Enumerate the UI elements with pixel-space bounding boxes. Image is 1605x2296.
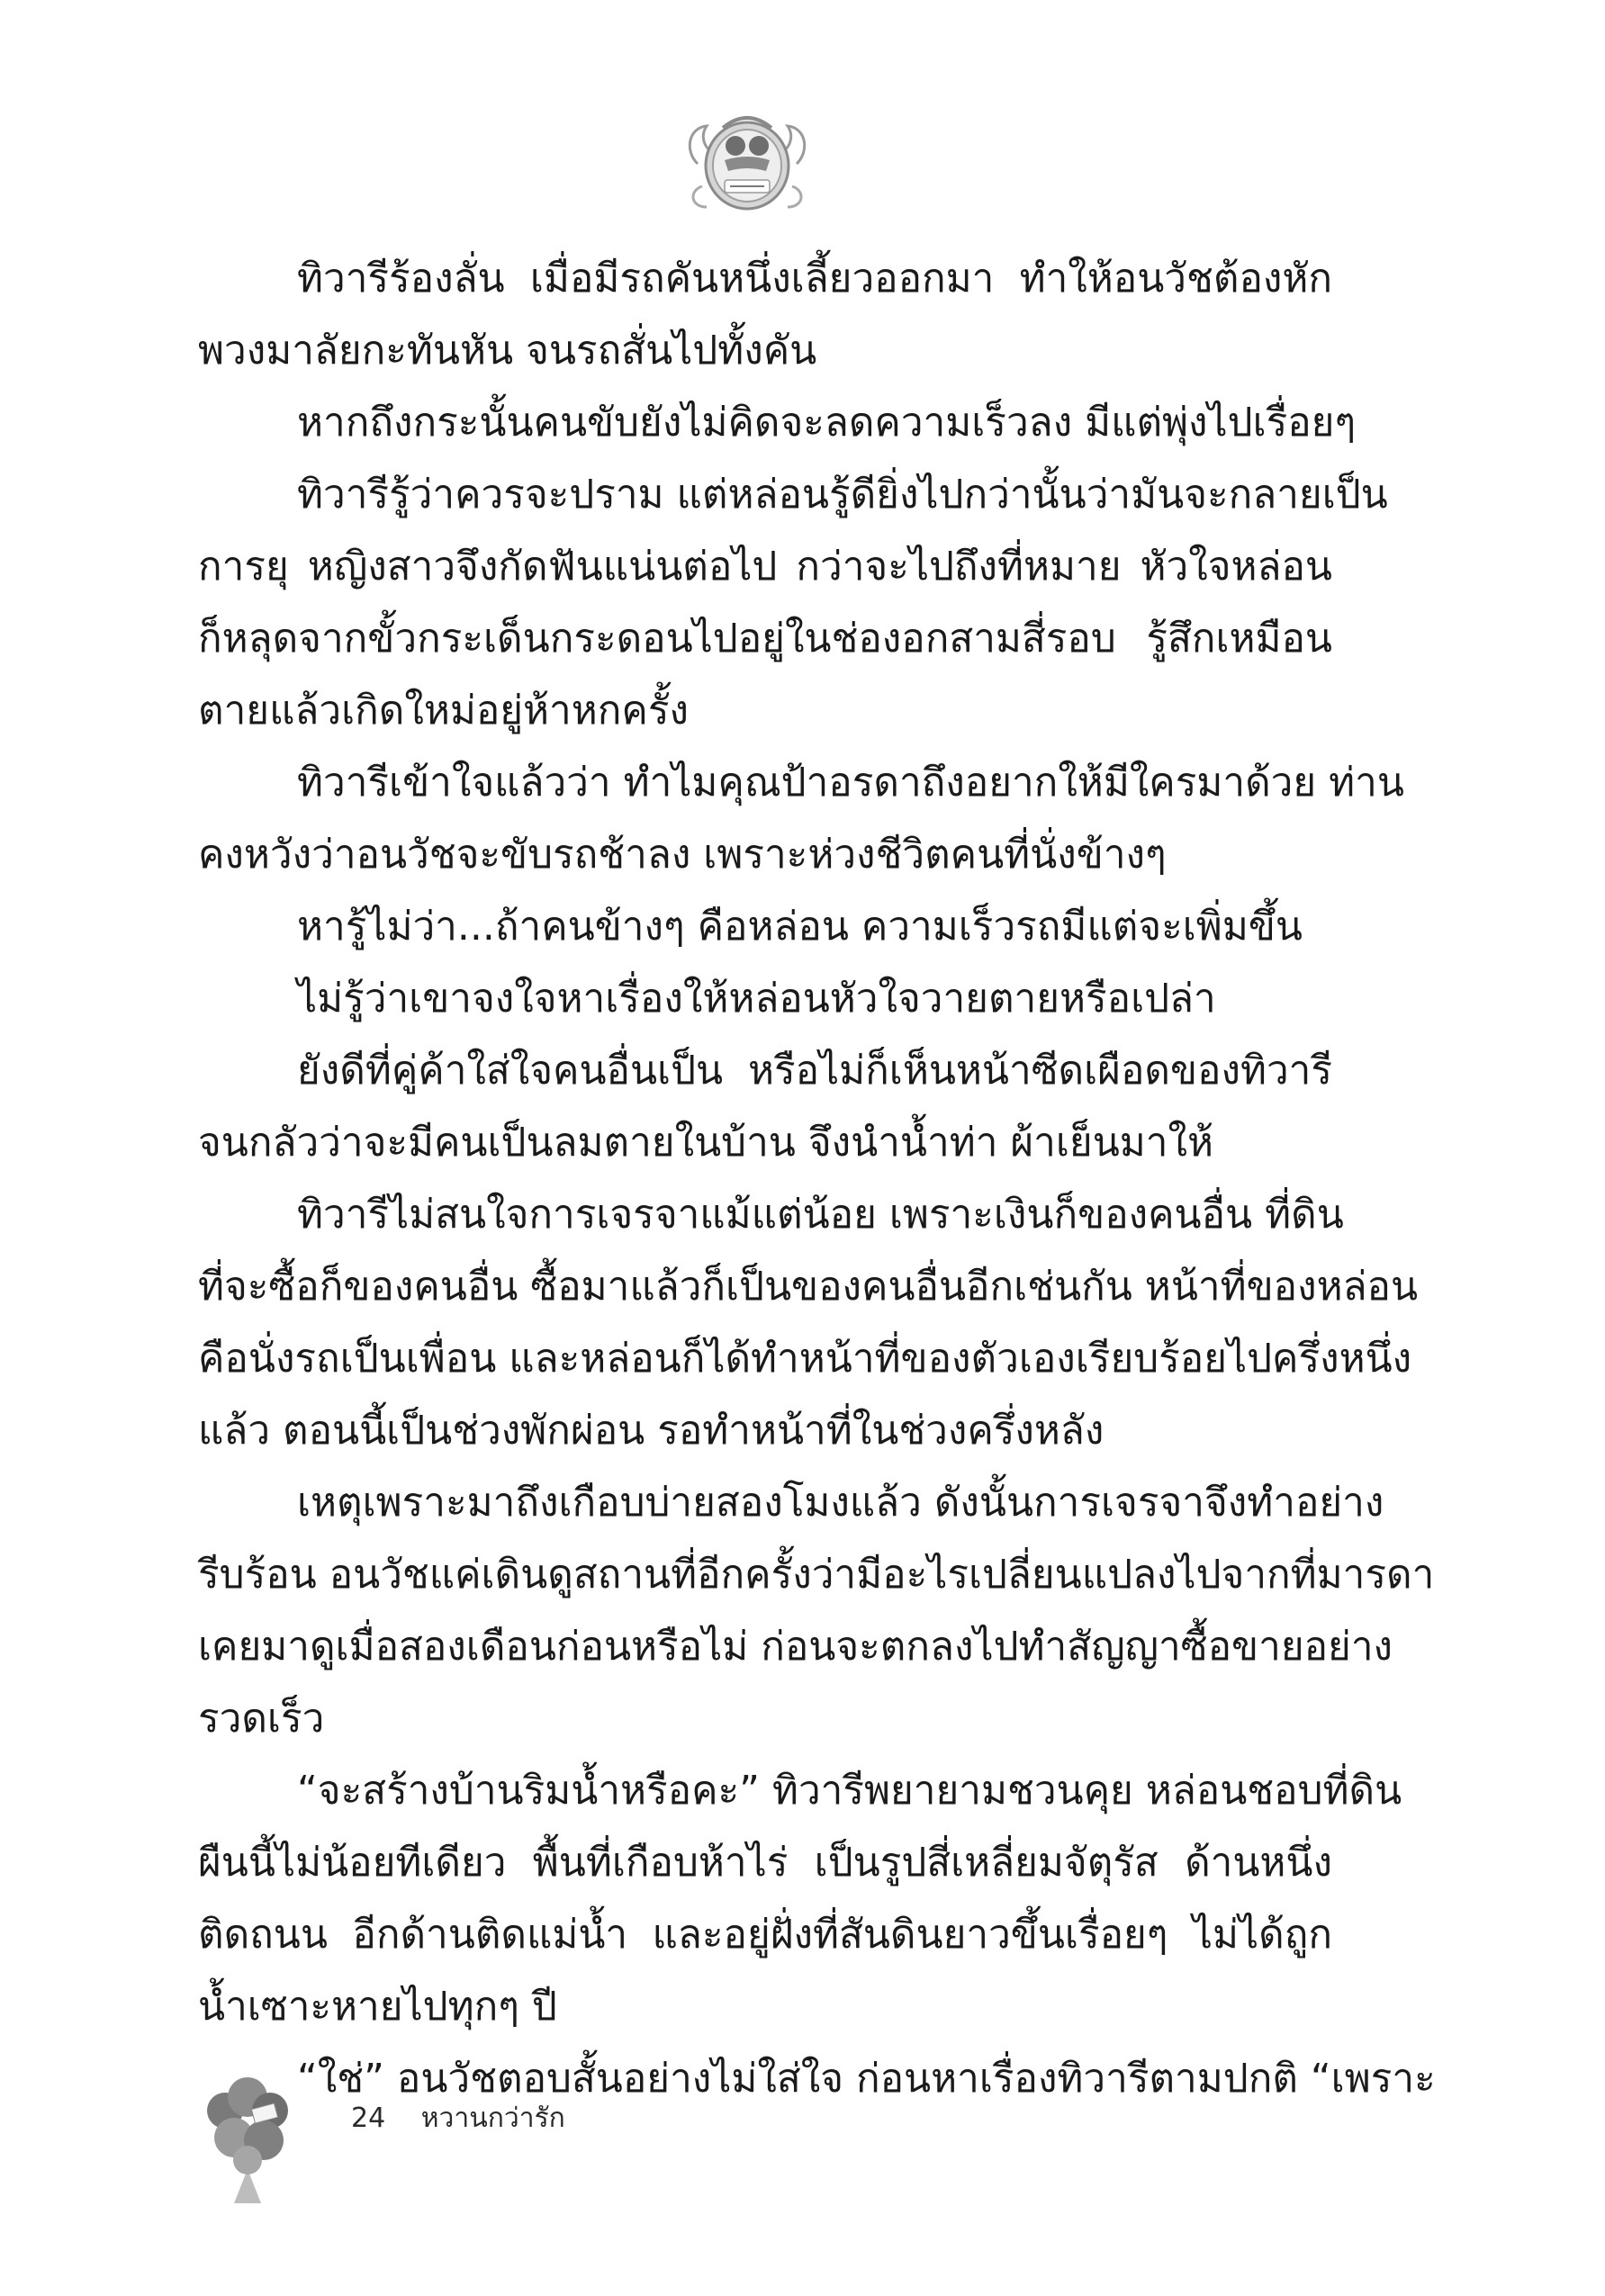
text-line: น้ำเซาะหายไปทุกๆ ปี <box>198 1984 557 2030</box>
text-line: ยังดีที่คู่ค้าใส่ใจคนอื่นเป็น หรือไม่ก็เห็นหน้าซีดเผือดของทิวารี <box>297 1048 1332 1094</box>
text-line: เคยมาดูเมื่อสองเดือนก่อนหรือไม่ ก่อนจะตกลงไปทำสัญญาซื้อขายอย่าง <box>198 1624 1393 1670</box>
text-line: แล้ว ตอนนี้เป็นช่วงพักผ่อน รอทำหน้าที่ในช่วงครึ่งหลัง <box>198 1408 1105 1454</box>
text-line: ก็หลุดจากขั้วกระเด็นกระดอนไปอยู่ในช่องอกสามสี่รอบ รู้สึกเหมือน <box>198 616 1332 662</box>
text-line: ทิวารีเข้าใจแล้วว่า ทำไมคุณป้าอรดาถึงอยากให้มีใครมาด้วย ท่าน <box>297 760 1404 806</box>
ornamental-crest-icon <box>680 101 815 218</box>
page-footer <box>351 2097 565 2139</box>
text-line: ติดถนน อีกด้านติดแม่น้ำ และอยู่ฝั่งที่สันดินยาวขึ้นเรื่อยๆ ไม่ได้ถูก <box>198 1912 1332 1958</box>
text-line: รีบร้อน อนวัชแค่เดินดูสถานที่อีกครั้งว่ามีอะไรเปลี่ยนแปลงไปจากที่มารดา <box>198 1552 1435 1598</box>
text-line: หากถึงกระนั้นคนขับยังไม่คิดจะลดความเร็วลง มีแต่พุ่งไปเรื่อยๆ <box>297 400 1357 446</box>
text-line: ทิวารีไม่สนใจการเจรจาแม้แต่น้อย เพราะเงินก็ของคนอื่น ที่ดิน <box>297 1192 1344 1238</box>
book-title: หวานกว่ารัก <box>420 2102 565 2134</box>
text-line: รวดเร็ว <box>198 1696 325 1742</box>
text-line: ตายแล้วเกิดใหม่อยู่ห้าหกครั้ง <box>198 688 689 734</box>
text-line: การยุ หญิงสาวจึงกัดฟันแน่นต่อไป กว่าจะไปถึงที่หมาย หัวใจหล่อน <box>198 544 1332 590</box>
text-line: เหตุเพราะมาถึงเกือบบ่ายสองโมงแล้ว ดังนั้นการเจรจาจึงทำอย่าง <box>297 1480 1384 1526</box>
text-line: คงหวังว่าอนวัชจะขับรถช้าลง เพราะห่วงชีวิตคนที่นั่งข้างๆ <box>198 832 1167 878</box>
page-number: 24 <box>351 2102 386 2134</box>
text-line: “ใช่” อนวัชตอบสั้นอย่างไม่ใส่ใจ ก่อนหาเรื่องทิวารีตามปกติ “เพราะ <box>297 2056 1436 2102</box>
text-line: จนกลัวว่าจะมีคนเป็นลมตายในบ้าน จึงนำน้ำท่า ผ้าเย็นมาให้ <box>198 1120 1213 1166</box>
text-line: คือนั่งรถเป็นเพื่อน และหล่อนก็ได้ทำหน้าที่ของตัวเองเรียบร้อยไปครึ่งหนึ่ง <box>198 1336 1412 1382</box>
story-text-block <box>198 243 1436 2115</box>
text-line: ไม่รู้ว่าเขาจงใจหาเรื่องให้หล่อนหัวใจวายตายหรือเปล่า <box>297 976 1216 1022</box>
rose-bouquet-icon <box>194 2070 302 2205</box>
text-line: ทิวารีรู้ว่าควรจะปราม แต่หล่อนรู้ดียิ่งไปกว่านั้นว่ามันจะกลายเป็น <box>297 472 1388 518</box>
text-line: ที่จะซื้อก็ของคนอื่น ซื้อมาแล้วก็เป็นของคนอื่นอีกเช่นกัน หน้าที่ของหล่อน <box>198 1264 1419 1310</box>
text-line: หารู้ไม่ว่า...ถ้าคนข้างๆ คือหล่อน ความเร็วรถมีแต่จะเพิ่มขึ้น <box>297 904 1303 950</box>
text-line: พวงมาลัยกะทันหัน จนรถสั่นไปทั้งคัน <box>198 328 817 374</box>
text-line: “จะสร้างบ้านริมน้ำหรือคะ” ทิวารีพยายามชวนคุย หล่อนชอบที่ดิน <box>297 1768 1402 1814</box>
text-line: ผืนนี้ไม่น้อยทีเดียว พื้นที่เกือบห้าไร่ เป็นรูปสี่เหลี่ยมจัตุรัส ด้านหนึ่ง <box>198 1840 1332 1886</box>
text-line: ทิวารีร้องลั่น เมื่อมีรถคันหนึ่งเลี้ยวออกมา ทำให้อนวัชต้องหัก <box>297 256 1332 302</box>
